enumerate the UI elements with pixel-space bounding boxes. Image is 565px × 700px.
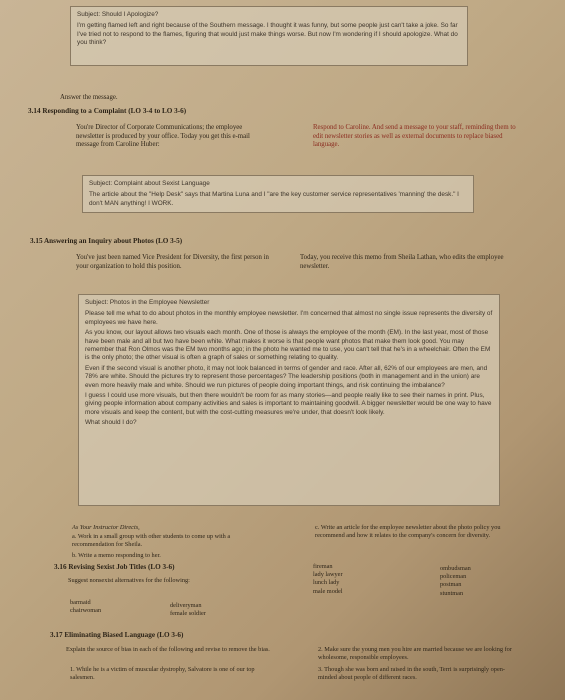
- section-317-heading: 3.17 Eliminating Biased Language (LO 3-6): [50, 631, 184, 639]
- job-title: chairwoman: [70, 607, 102, 615]
- email-subject: Subject: Complaint about Sexist Language: [89, 180, 210, 187]
- job-title: fireman: [313, 563, 333, 570]
- memo-paragraph: As you know, our layout allows two visuals each month. One of those is always the employee of the month (EM). In the last year, most of those have been male and all but two have been white. What makes it worse is that people want photos that make them look good. You may remember that Ron Olmos was the EM two months ago; in the photo he wanted me to use, you can't tell that he's in a wheelchair. Often the EM is the only photo; the other visual is often a graph of sales or something relating to quality.: [85, 329, 491, 362]
- job-title: policeman: [440, 573, 467, 581]
- section-315-right-text: Today, you receive this memo from Sheila Lathan, who edits the employee newsletter.: [300, 254, 504, 270]
- section-314-heading: 3.14 Responding to a Complaint (LO 3-4 to LO 3-6): [28, 107, 187, 115]
- memo-box-photos: [78, 294, 500, 506]
- email-body: I'm getting flamed left and right because of the Southern message. I thought it was funny, but some people just can't take a joke. So far I've tried not to respond to the flames, figuring that would just make things worse. But now I'm wondering if I should apologize. What do you think?: [77, 22, 458, 47]
- section-314-left-text: You're Director of Corporate Communications; the employee newsletter is produced by your office. Today you get this e-mail message from Caroline Huber:: [76, 124, 250, 149]
- section-315-left-text: You've just been named Vice President for Diversity, the first person in your organization to hold this position.: [76, 254, 269, 270]
- instructor-title: As Your Instructor Directs,: [72, 524, 140, 531]
- section-316-heading: 3.16 Revising Sexist Job Titles (LO 3-6): [54, 563, 175, 571]
- job-title: male model: [313, 587, 343, 595]
- job-title: stuntman: [440, 589, 464, 597]
- email-subject: Subject: Should I Apologize?: [77, 11, 159, 18]
- section-316-intro: Suggest nonsexist alternatives for the following:: [68, 577, 190, 584]
- job-title: postman: [440, 581, 462, 589]
- job-titles-col3: [313, 563, 343, 596]
- email-box-apologize: [70, 6, 468, 66]
- email-box-complaint: [82, 175, 474, 213]
- memo-paragraph: I guess I could use more visuals, but then there wouldn't be room for as many stories—and people really like to see their names in print. Plus, giving people information about company activities and sales is important to maintaining goodwill. A bigger newsletter would be one way to have more visuals and keep the content, but with the cost-cutting measures we're under, that doesn't look likely.: [85, 392, 492, 416]
- memo-paragraph: Please tell me what to do about photos in the monthly employee newsletter. I'm concerned that almost no single issue represents the diversity of employees we have here.: [85, 310, 493, 326]
- memo-paragraph: Even if the second visual is another photo, it may not look balanced in terms of gender and race. After all, 62% of our employees are men, and 78% are white. Should the pictures try to represent those percentages? The leadership positions (both in management and in the union) are even more heavily male and white. Should we run pictures of people doing important things, and risk continuing the imbalance?: [85, 364, 488, 389]
- section-315-heading: 3.15 Answering an Inquiry about Photos (LO 3-5): [30, 237, 183, 245]
- instructor-item-b: b. Write a memo responding to her.: [72, 552, 161, 559]
- instructor-item-c: c. Write an article for the employee newsletter about the photo policy you recommend and how it relates to the company's concern for diversity.: [315, 524, 501, 539]
- job-title: lunch lady: [313, 579, 340, 587]
- email-body: The article about the "Help Desk" says that Martina Luna and I "are the key customer service representatives 'manning' the desk." I don't MAN anything! I WORK.: [89, 191, 459, 207]
- section-317-intro: Explain the source of bias in each of the following and revise to remove the bias.: [66, 646, 270, 653]
- section-317-item-3: 3. Though she was born and raised in the south, Terri is surprisingly open-minded about people of different races.: [318, 666, 505, 681]
- section-317-item-2: 2. Make sure the young men you hire are married because we are looking for wholesome, responsible employees.: [318, 646, 512, 661]
- memo-subject: Subject: Photos in the Employee Newsletter: [85, 299, 210, 306]
- job-title: deliveryman: [170, 602, 202, 609]
- instructor-item-a: a. Work in a small group with other students to come up with a recommendation for Sheila.: [72, 533, 231, 548]
- section-314-right-text: Respond to Caroline. And send a message to your staff, reminding them to edit newsletter stories as well as external documents to replace biased language.: [313, 124, 516, 149]
- job-title: ombudsman: [440, 565, 471, 572]
- job-titles-col1: [70, 599, 101, 615]
- job-title: barmaid: [70, 599, 91, 606]
- answer-instruction: Answer the message.: [60, 94, 118, 101]
- memo-paragraph: What should I do?: [85, 419, 137, 427]
- section-317-item-1: 1. While he is a victim of muscular dystrophy, Salvatore is one of our top salesmen.: [70, 666, 255, 681]
- job-title: lady lawyer: [313, 571, 343, 579]
- job-titles-col2: [170, 602, 206, 618]
- job-titles-col4: [440, 565, 471, 598]
- job-title: female soldier: [170, 610, 206, 618]
